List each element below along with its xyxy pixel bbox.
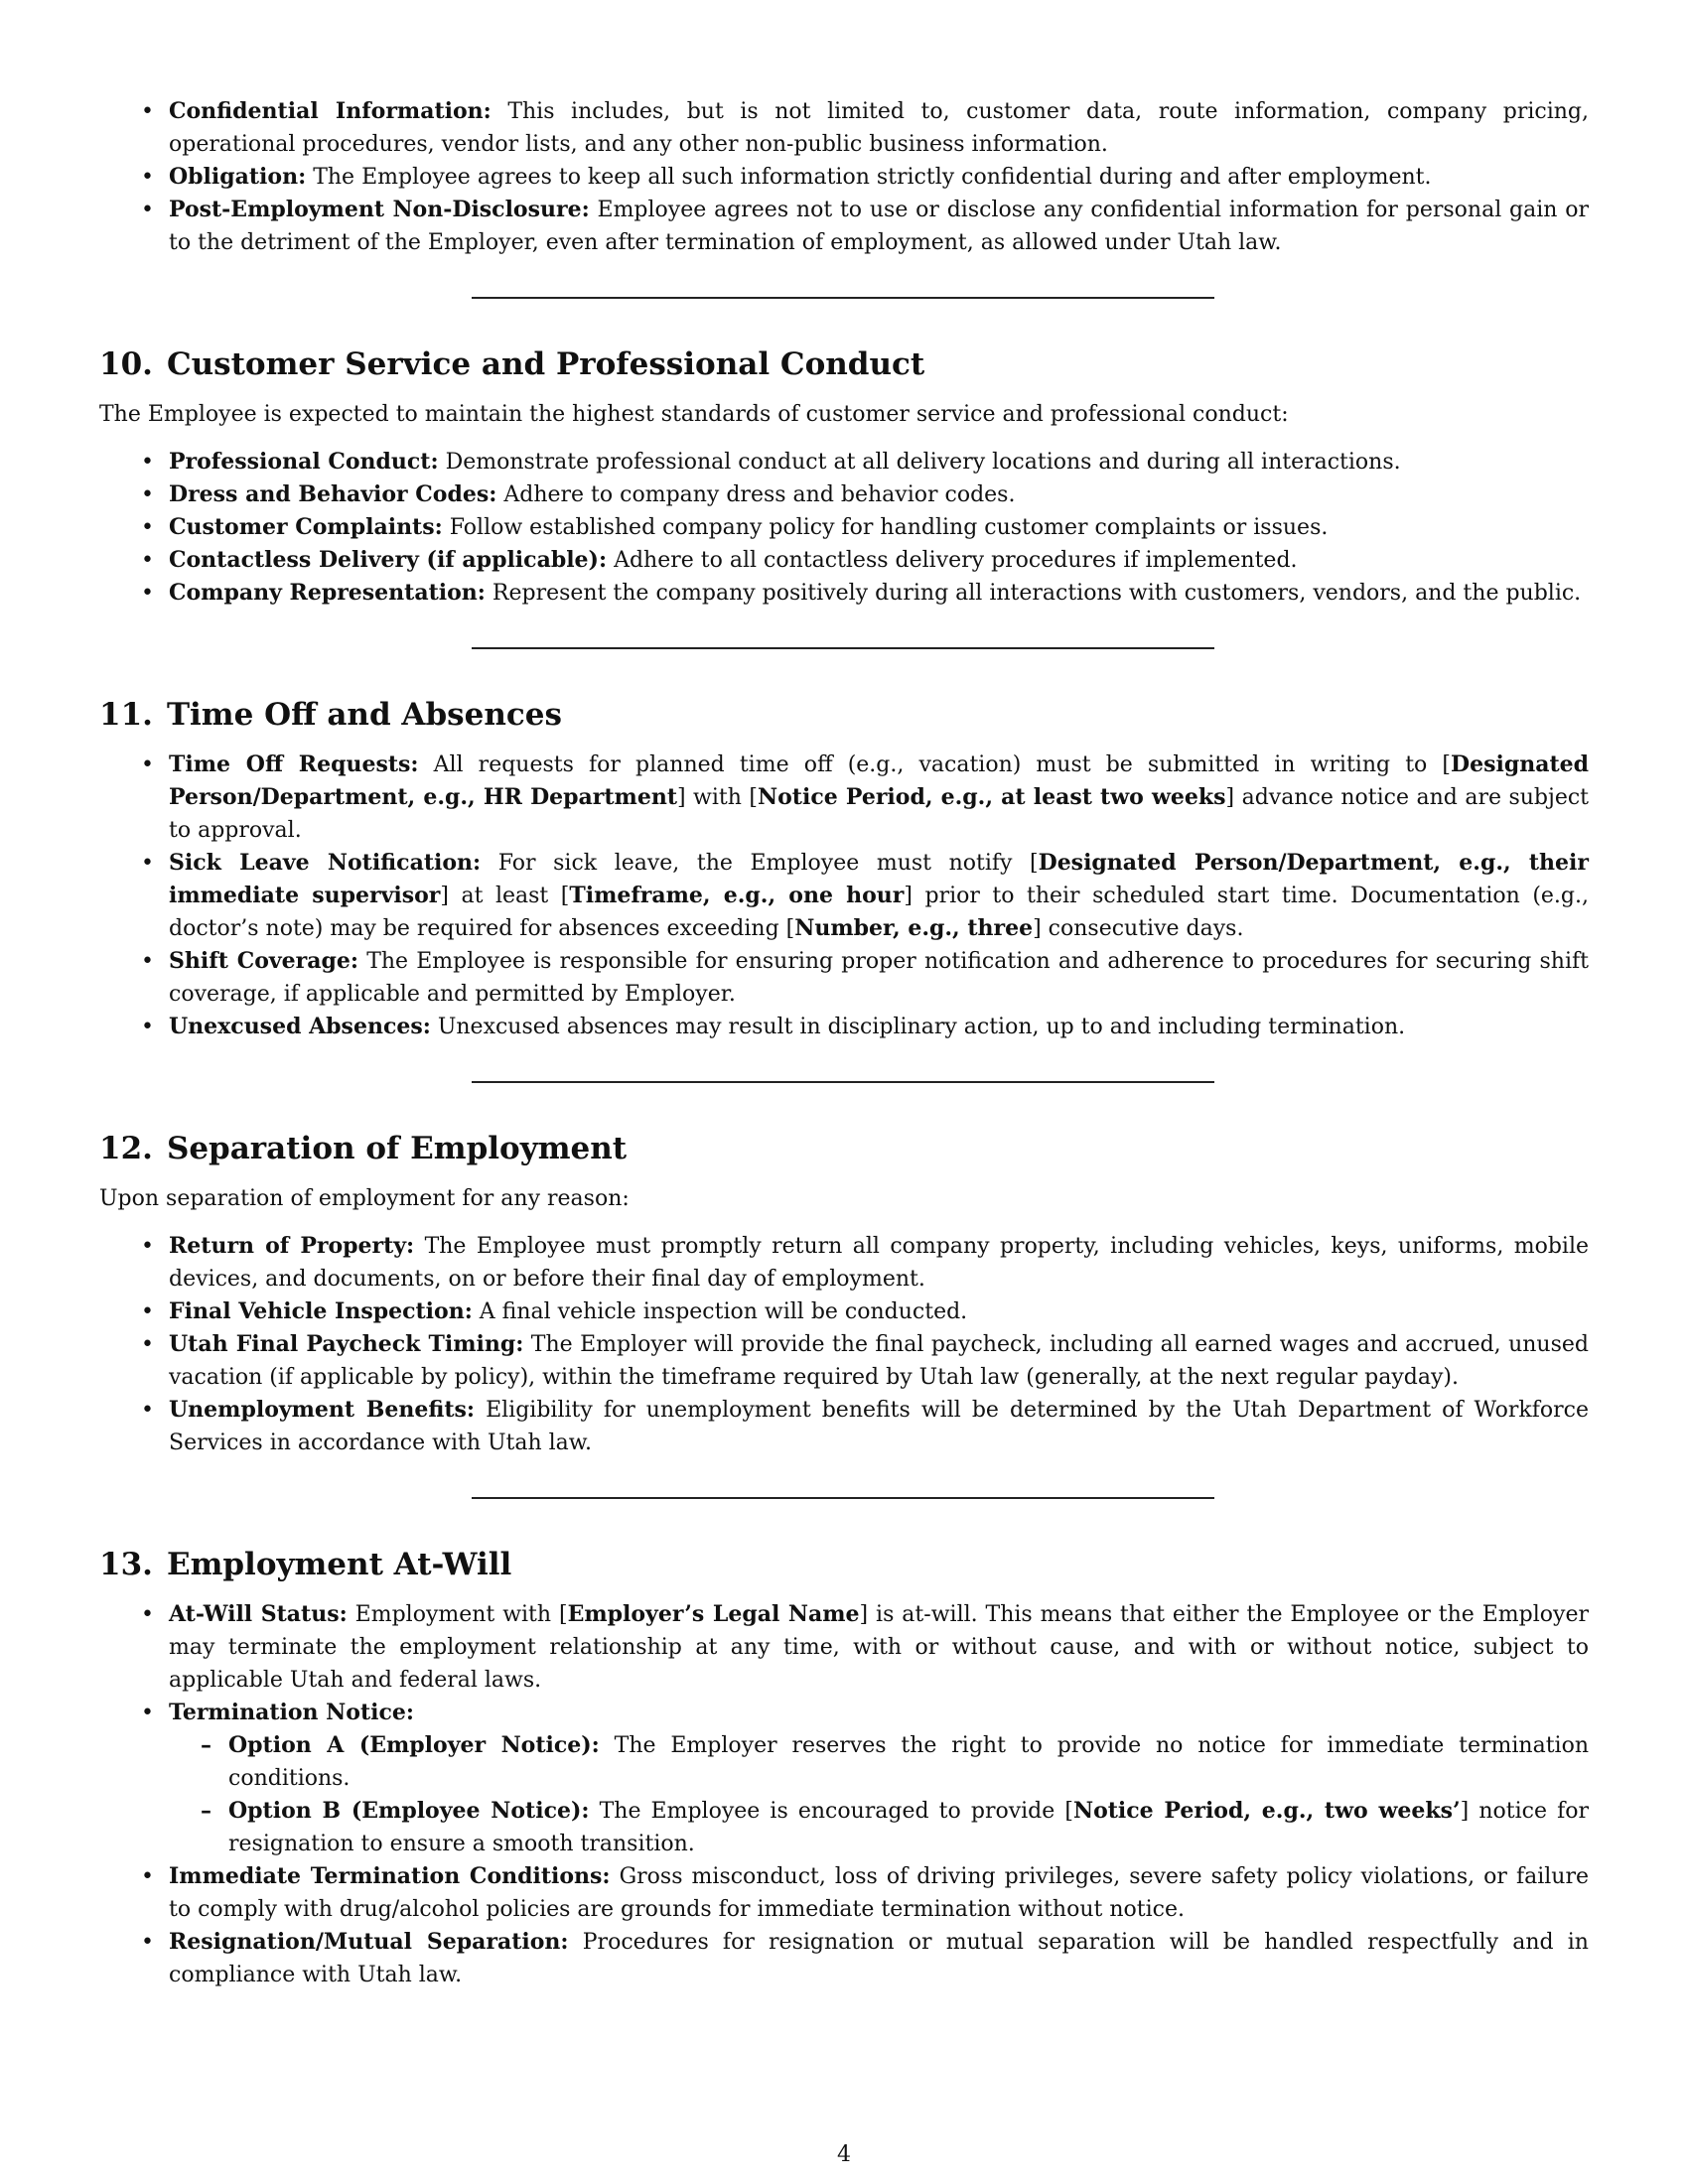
section-heading-13 bbox=[99, 1545, 1589, 1584]
item-text: The Employee must promptly return all company property, including vehicles, keys, uniforms, mobile devices, and documents, on or before their final day of employment. bbox=[169, 1234, 1590, 1292]
item-term: Time Off Requests: bbox=[169, 751, 419, 777]
section-title: Employment At-Will bbox=[166, 1547, 512, 1582]
item-term: Confidential Information: bbox=[169, 98, 492, 124]
list-item bbox=[99, 446, 1589, 478]
list-item bbox=[99, 544, 1589, 577]
item-text: For sick leave, the Employee must notify [ bbox=[481, 851, 1039, 876]
list-item bbox=[99, 1697, 1589, 1860]
item-text: Follow established company policy for handling customer complaints or issues. bbox=[442, 515, 1329, 540]
section-heading-10 bbox=[99, 344, 1589, 384]
item-text: All requests for planned time off (e.g., vacation) must be submitted in writing to [ bbox=[418, 752, 1451, 777]
item-term: Final Vehicle Inspection: bbox=[169, 1298, 473, 1324]
item-text: ] at least [ bbox=[440, 884, 570, 908]
item-term: Option A (Employer Notice): bbox=[228, 1732, 600, 1758]
item-text: Unexcused absences may result in disciplinary action, up to and including termination. bbox=[430, 1015, 1406, 1039]
item-text: The Employer will provide the final paycheck, including all earned wages and accrued, unused vacation (if applicable by policy), within the timeframe required by Utah law (generally, at the next regular payday). bbox=[169, 1332, 1589, 1390]
section-number: 11. bbox=[99, 697, 153, 733]
list-item bbox=[99, 1926, 1589, 1991]
section-number: 13. bbox=[99, 1547, 153, 1582]
section-intro: The Employee is expected to maintain the highest standards of customer service and professional conduct: bbox=[99, 402, 1289, 427]
page-number: 4 bbox=[837, 2142, 851, 2167]
item-term: Dress and Behavior Codes: bbox=[169, 481, 497, 507]
section-divider bbox=[472, 647, 1214, 649]
list-item bbox=[99, 1860, 1589, 1926]
section-number: 10. bbox=[99, 346, 153, 382]
placeholder-field: Timeframe, e.g., one hour bbox=[569, 883, 905, 908]
item-term: Option B (Employee Notice): bbox=[228, 1798, 590, 1824]
placeholder-field: Notice Period, e.g., two weeks’ bbox=[1072, 1798, 1461, 1824]
list-item bbox=[99, 194, 1589, 259]
list-item bbox=[99, 1296, 1589, 1328]
item-term: Resignation/Mutual Separation: bbox=[169, 1929, 569, 1955]
item-text: ] is at-will. This means that either the Employee or the Employer may terminate the employment relationship at any time, with or without cause, and with or without notice, subject to applicable Utah and federal laws. bbox=[169, 1602, 1589, 1693]
list-item bbox=[99, 749, 1589, 847]
list-item bbox=[99, 1598, 1589, 1697]
placeholder-field: Designated Person/Department, e.g., their immediate supervisor bbox=[169, 850, 1589, 908]
item-term: Obligation: bbox=[169, 164, 307, 190]
item-term: At-Will Status: bbox=[169, 1601, 348, 1627]
section-heading-12 bbox=[99, 1129, 1589, 1168]
item-text: This includes, but is not limited to, customer data, route information, company pricing, operational procedures, vendor lists, and any other non-public business information. bbox=[169, 99, 1589, 157]
list-item bbox=[99, 1230, 1589, 1296]
list-item bbox=[99, 945, 1589, 1011]
placeholder-field: Designated Person/Department, e.g., HR Department bbox=[169, 751, 1589, 810]
item-term: Utah Final Paycheck Timing: bbox=[169, 1331, 524, 1357]
sub-list-item bbox=[169, 1729, 1589, 1795]
document-page bbox=[99, 95, 1589, 1991]
list-item bbox=[99, 577, 1589, 610]
item-text: The Employee agrees to keep all such information strictly confidential during and after employment. bbox=[306, 165, 1432, 190]
section-title: Customer Service and Professional Conduct bbox=[166, 346, 925, 382]
item-text: Procedures for resignation or mutual separation will be handled respectfully and in compliance with Utah law. bbox=[169, 1930, 1589, 1987]
item-term: Shift Coverage: bbox=[169, 948, 359, 974]
item-text: Adhere to all contactless delivery procedures if implemented. bbox=[607, 548, 1298, 573]
item-text: Employment with [ bbox=[347, 1602, 568, 1627]
list-item bbox=[99, 478, 1589, 511]
item-text: ] with [ bbox=[676, 785, 759, 810]
item-text: Eligibility for unemployment benefits will be determined by the Utah Department of Workforce Services in accordance with Utah law. bbox=[169, 1398, 1590, 1455]
item-text: Gross misconduct, loss of driving privileges, severe safety policy violations, or failure to comply with drug/alcohol policies are grounds for immediate termination without notice. bbox=[169, 1864, 1589, 1922]
item-text: ] consecutive days. bbox=[1033, 916, 1244, 941]
conduct-list bbox=[99, 446, 1589, 610]
item-text: ] advance notice and are subject to approval. bbox=[169, 785, 1590, 843]
section-divider bbox=[472, 1497, 1214, 1499]
item-text: A final vehicle inspection will be conducted. bbox=[472, 1299, 968, 1324]
list-item bbox=[99, 95, 1589, 161]
placeholder-field: Employer’s Legal Name bbox=[567, 1601, 860, 1627]
item-term: Termination Notice: bbox=[169, 1700, 414, 1725]
item-text: Represent the company positively during all interactions with customers, vendors, and the public. bbox=[485, 581, 1582, 606]
item-text: Demonstrate professional conduct at all delivery locations and during all interactions. bbox=[438, 450, 1401, 475]
placeholder-field: Number, e.g., three bbox=[794, 915, 1034, 941]
time-off-list bbox=[99, 749, 1589, 1043]
item-term: Post-Employment Non-Disclosure: bbox=[169, 197, 590, 222]
item-term: Contactless Delivery (if applicable): bbox=[169, 547, 608, 573]
item-text: ] prior to their scheduled start time. Documentation (e.g., doctor’s note) may be required for absences exceeding [ bbox=[169, 884, 1589, 941]
item-term: Professional Conduct: bbox=[169, 449, 439, 475]
section-title: Time Off and Absences bbox=[166, 697, 562, 733]
list-item bbox=[99, 161, 1589, 194]
section-title: Separation of Employment bbox=[166, 1131, 628, 1166]
at-will-list bbox=[99, 1598, 1589, 1991]
item-term: Immediate Termination Conditions: bbox=[169, 1863, 611, 1889]
sub-list-item bbox=[169, 1795, 1589, 1860]
confidentiality-list bbox=[99, 95, 1589, 259]
list-item bbox=[99, 1328, 1589, 1394]
list-item bbox=[99, 1394, 1589, 1459]
item-text: The Employee is responsible for ensuring proper notification and adherence to procedures for securing shift coverage, if applicable and permitted by Employer. bbox=[169, 949, 1589, 1007]
item-text: The Employee is encouraged to provide [ bbox=[589, 1799, 1073, 1824]
item-text: Adhere to company dress and behavior codes. bbox=[496, 482, 1016, 507]
section-intro: Upon separation of employment for any reason: bbox=[99, 1186, 630, 1211]
item-text: Employee agrees not to use or disclose any confidential information for personal gain or to the detriment of the Employer, even after termination of employment, as allowed under Utah law. bbox=[169, 198, 1590, 255]
section-number: 12. bbox=[99, 1131, 153, 1166]
item-text: ] notice for resignation to ensure a smooth transition. bbox=[228, 1799, 1589, 1856]
section-heading-11 bbox=[99, 695, 1589, 735]
placeholder-field: Notice Period, e.g., at least two weeks bbox=[758, 784, 1226, 810]
section-divider bbox=[472, 297, 1214, 299]
separation-list bbox=[99, 1230, 1589, 1459]
item-term: Return of Property: bbox=[169, 1233, 415, 1259]
item-term: Unemployment Benefits: bbox=[169, 1397, 476, 1423]
item-text: The Employer reserves the right to provide no notice for immediate termination conditions. bbox=[228, 1733, 1590, 1791]
item-term: Customer Complaints: bbox=[169, 514, 443, 540]
item-term: Sick Leave Notification: bbox=[169, 850, 482, 876]
section-divider bbox=[472, 1081, 1214, 1083]
list-item bbox=[99, 511, 1589, 544]
termination-options-list bbox=[169, 1729, 1589, 1860]
item-term: Unexcused Absences: bbox=[169, 1014, 431, 1039]
item-term: Company Representation: bbox=[169, 580, 486, 606]
list-item bbox=[99, 1011, 1589, 1043]
list-item bbox=[99, 847, 1589, 945]
